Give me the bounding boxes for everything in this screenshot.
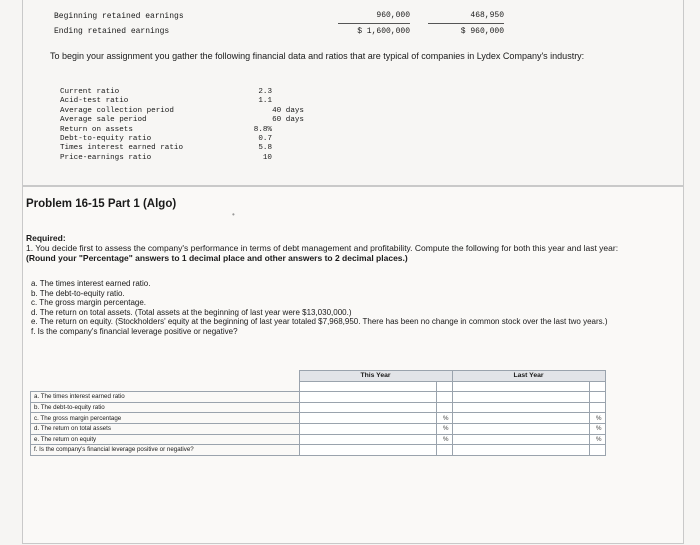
last-year-ending-re: $ 960,000 (460, 27, 504, 36)
last-year-input[interactable] (452, 434, 590, 445)
ratio-label: Current ratio (60, 88, 120, 96)
row-label: e. The return on equity (31, 434, 300, 445)
last-year-percent-sign: % (590, 423, 605, 434)
industry-ratio-values (252, 88, 304, 163)
ratio-value: 60 days (272, 116, 304, 125)
this-year-percent-sign (437, 392, 452, 403)
row-label: d. The return on total assets (31, 423, 300, 434)
spacer-cell (590, 381, 605, 392)
ratio-value: 5.8 (258, 144, 272, 153)
ending-retained-earnings-label: Ending retained earnings (54, 27, 170, 36)
this-year-percent-sign: % (437, 434, 452, 445)
this-year-input[interactable] (299, 402, 437, 413)
this-year-percent-sign (437, 402, 452, 413)
requirement-item: f. Is the company's financial leverage positive or negative? (31, 326, 238, 336)
row-label: f. Is the company's financial leverage positive or negative? (31, 445, 300, 456)
last-year-input[interactable] (452, 392, 590, 403)
ratio-label: Average sale period (60, 116, 147, 125)
ratio-value: 10 (262, 153, 272, 162)
ratio-label: Acid-test ratio (60, 97, 129, 106)
spacer-cell (31, 381, 300, 392)
this-year-input[interactable] (299, 445, 437, 456)
last-year-percent-sign: % (590, 413, 605, 424)
spacer-cell (452, 381, 590, 392)
ratio-value: 1.1 (258, 97, 272, 106)
requirement-item: a. The times interest earned ratio. (31, 279, 151, 288)
last-year-percent-sign (590, 392, 605, 403)
table-row (31, 402, 606, 413)
problem-panel (22, 186, 684, 544)
row-label: b. The debt-to-equity ratio (31, 402, 300, 413)
table-row (31, 423, 606, 434)
requirement-item: d. The return on total assets. (Total assets at the beginning of last year were $13,030,000.) (31, 307, 352, 317)
row-label: c. The gross margin percentage (31, 413, 300, 424)
divider (338, 23, 410, 24)
ratio-label: Return on assets (60, 125, 133, 134)
required-instructions: 1. You decide first to assess the company's performance in terms of debt management and profitability. Compute the following for both this year and last year: (26, 243, 619, 253)
header-spacer (31, 371, 300, 382)
ratio-label: Times interest earned ratio (60, 144, 184, 153)
spacer-cell (299, 381, 437, 392)
this-year-input[interactable] (299, 434, 437, 445)
this-year-ending-re: $ 1,600,000 (357, 27, 410, 36)
ratio-label: Price-earnings ratio (60, 153, 152, 162)
divider (428, 23, 504, 24)
ratio-label: Debt-to-equity ratio (60, 135, 152, 144)
problem-title: Problem 16-15 Part 1 (Algo) (26, 198, 177, 210)
rounding-instructions: (Round your "Percentage" answers to 1 decimal place and other answers to 2 decimal places.) (26, 253, 408, 263)
row-label: a. The times interest earned ratio (31, 392, 300, 403)
spacer-cell (437, 381, 452, 392)
this-year-input[interactable] (299, 423, 437, 434)
table-row (31, 413, 606, 424)
this-year-percent-sign: % (437, 413, 452, 424)
cursor-icon: • (232, 210, 235, 219)
ratio-value: 8.8% (253, 125, 272, 134)
last-year-input[interactable] (452, 423, 590, 434)
table-spacer-row (31, 381, 606, 392)
required-heading: Required: (26, 233, 66, 243)
last-year-percent-sign (590, 402, 605, 413)
col-last-year: Last Year (452, 371, 605, 382)
answer-table (30, 370, 606, 456)
last-year-beginning-re: 468,950 (470, 11, 504, 20)
industry-ratio-labels (60, 88, 183, 163)
ratio-label: Average collection period (60, 106, 174, 115)
ratio-value: 2.3 (258, 88, 272, 96)
last-year-percent-sign (590, 445, 605, 456)
requirement-item: e. The return on equity. (Stockholders' equity at the beginning of last year totaled $7,968,950. There has been no change in common stock over the last two years.) (31, 317, 608, 327)
last-year-input[interactable] (452, 445, 590, 456)
last-year-input[interactable] (452, 402, 590, 413)
this-year-input[interactable] (299, 413, 437, 424)
beginning-retained-earnings-label: Beginning retained earnings (54, 12, 184, 21)
requirement-item: b. The debt-to-equity ratio. (31, 288, 125, 298)
last-year-input[interactable] (452, 413, 590, 424)
table-header-row (31, 371, 606, 382)
last-year-percent-sign: % (590, 434, 605, 445)
intro-text: To begin your assignment you gather the following financial data and ratios that are typical of companies in Lydex Company's industry: (50, 51, 585, 61)
table-row (31, 434, 606, 445)
this-year-input[interactable] (299, 392, 437, 403)
this-year-beginning-re: 960,000 (376, 11, 410, 20)
table-row (31, 445, 606, 456)
table-row (31, 392, 606, 403)
requirement-item: c. The gross margin percentage. (31, 298, 147, 308)
ratio-value: 0.7 (258, 135, 272, 144)
col-this-year: This Year (299, 371, 452, 382)
this-year-percent-sign (437, 445, 452, 456)
requirement-list (31, 279, 651, 337)
this-year-percent-sign: % (437, 423, 452, 434)
required-text (26, 243, 638, 263)
ratio-value: 40 days (272, 106, 304, 115)
